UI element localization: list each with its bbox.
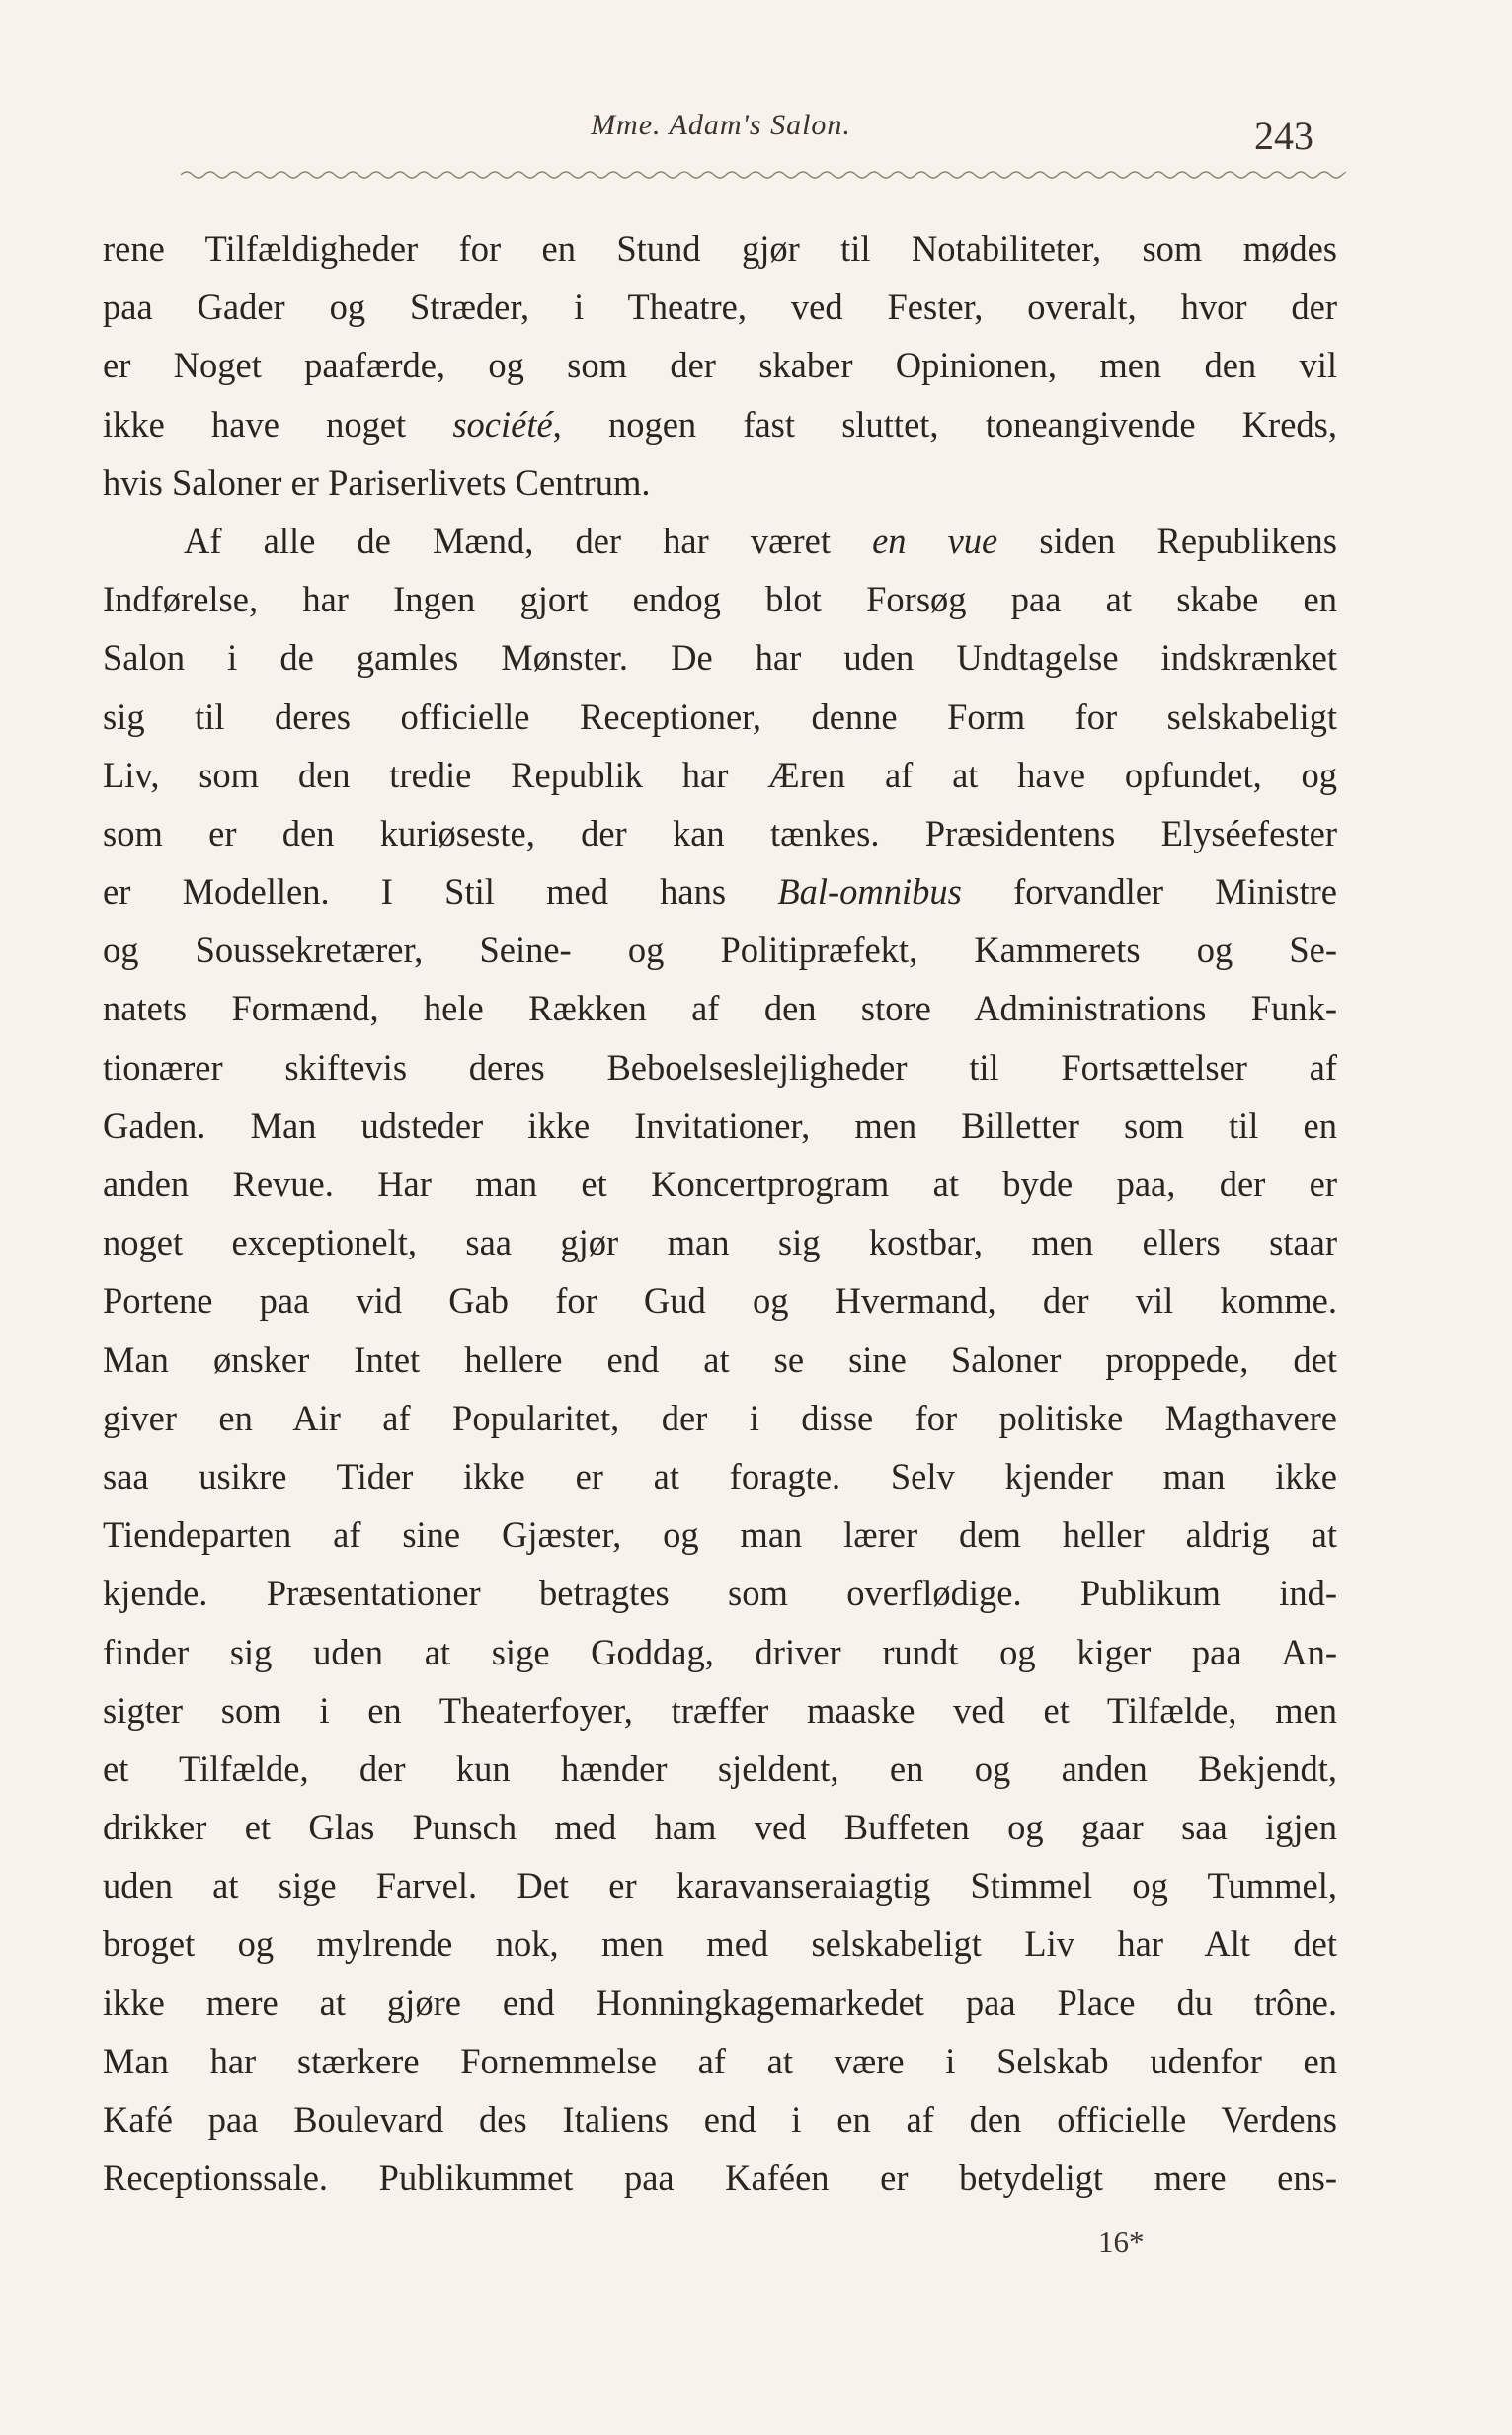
line-text: , nogen fast sluttet, toneangivende Kreds, xyxy=(552,403,1337,445)
italic-phrase: Bal-omnibus xyxy=(777,871,962,913)
text-line xyxy=(103,453,1337,512)
text-line xyxy=(103,1155,1337,1213)
text-line xyxy=(103,628,1337,687)
text-line xyxy=(103,688,1337,746)
line-text: Af alle de Mænd, der har været xyxy=(184,520,873,561)
line-text: som er den kuriøseste, der kan tænkes. Præsidentens Elyséefester xyxy=(103,812,1337,853)
line-text: siden Republikens xyxy=(997,520,1337,561)
text-line xyxy=(103,570,1337,628)
line-text: uden at sige Farvel. Det er karavanseraiagtig Stimmel og Tummel, xyxy=(103,1865,1337,1907)
text-line xyxy=(103,979,1337,1037)
text-line xyxy=(103,1038,1337,1096)
line-text: saa usikre Tider ikke er at foragte. Selv kjender man ikke xyxy=(103,1455,1337,1497)
line-text: tionærer skiftevis deres Beboelseslejligheder til Fortsættelser af xyxy=(103,1046,1337,1088)
text-line xyxy=(103,862,1337,921)
text-line xyxy=(103,1914,1337,1973)
line-text: et Tilfælde, der kun hænder sjeldent, en og anden Bekjendt, xyxy=(103,1747,1337,1789)
text-line xyxy=(103,2090,1337,2149)
italic-phrase: en vue xyxy=(872,520,998,561)
line-text: ikke mere at gjøre end Honningkagemarkedet paa Place du trône. xyxy=(103,1982,1337,2023)
text-line xyxy=(103,1856,1337,1914)
text-line xyxy=(103,1623,1337,1681)
text-line xyxy=(103,921,1337,979)
line-text: sig til deres officielle Receptioner, denne Form for selskabeligt xyxy=(103,695,1337,737)
text-line xyxy=(103,1505,1337,1564)
italic-phrase: société xyxy=(452,403,553,445)
line-text: Indførelse, har Ingen gjort endog blot Forsøg paa at skabe en xyxy=(103,579,1337,620)
text-line xyxy=(103,1681,1337,1740)
text-line xyxy=(103,1974,1337,2032)
line-text: finder sig uden at sige Goddag, driver rundt og kiger paa An- xyxy=(103,1631,1337,1672)
line-text: rene Tilfældigheder for en Stund gjør til Notabiliteter, som mødes xyxy=(103,228,1337,269)
text-line xyxy=(103,2032,1337,2090)
line-text: noget exceptionelt, saa gjør man sig kostbar, men ellers staar xyxy=(103,1222,1337,1263)
line-text: Tiendeparten af sine Gjæster, og man lærer dem heller aldrig at xyxy=(103,1514,1337,1556)
running-title: Mme. Adam's Salon. xyxy=(591,109,851,141)
text-line xyxy=(103,746,1337,804)
line-text: hvis Saloner er Pariserlivets Centrum. xyxy=(103,461,651,503)
line-text: Man ønsker Intet hellere end at se sine Saloner proppede, det xyxy=(103,1339,1337,1380)
running-head xyxy=(0,99,1512,158)
line-text: forvandler Ministre xyxy=(961,871,1337,913)
text-line xyxy=(103,1447,1337,1505)
body-text xyxy=(103,219,1337,2207)
text-line xyxy=(103,1798,1337,1856)
line-text: sigter som i en Theaterfoyer, træffer maaske ved et Tilfælde, men xyxy=(103,1689,1337,1731)
line-text: Kafé paa Boulevard des Italiens end i en af den officielle Verdens xyxy=(103,2099,1337,2140)
line-text: drikker et Glas Punsch med ham ved Buffeten og gaar saa igjen xyxy=(103,1807,1337,1848)
line-text: paa Gader og Stræder, i Theatre, ved Fester, overalt, hvor der xyxy=(103,286,1337,328)
signature-mark: 16* xyxy=(1098,2225,1145,2259)
line-text: Portene paa vid Gab for Gud og Hvermand, der vil komme. xyxy=(103,1280,1337,1322)
text-line xyxy=(103,395,1337,453)
text-line xyxy=(103,1096,1337,1155)
line-text: Man har stærkere Fornemmelse af at være i Selskab udenfor en xyxy=(103,2040,1337,2081)
line-text: er Modellen. I Stil med hans xyxy=(103,871,778,913)
text-line xyxy=(103,1213,1337,1271)
line-text: Gaden. Man udsteder ikke Invitationer, men Billetter som til en xyxy=(103,1104,1337,1146)
line-text: ikke have noget xyxy=(103,403,453,445)
line-text: broget og mylrende nok, men med selskabeligt Liv har Alt det xyxy=(103,1923,1337,1965)
line-text: Salon i de gamles Mønster. De har uden Undtagelse indskrænket xyxy=(103,637,1337,679)
text-line xyxy=(103,512,1337,570)
text-line xyxy=(103,278,1337,336)
text-line xyxy=(103,219,1337,278)
text-line xyxy=(103,804,1337,862)
line-text: Liv, som den tredie Republik har Æren af at have opfundet, og xyxy=(103,754,1337,795)
line-text: og Soussekretærer, Seine- og Politipræfekt, Kammerets og Se- xyxy=(103,930,1337,971)
line-text: kjende. Præsentationer betragtes som overflødige. Publikum ind- xyxy=(103,1573,1337,1614)
line-text: er Noget paafærde, og som der skaber Opinionen, men den vil xyxy=(103,345,1337,386)
text-line xyxy=(103,2149,1337,2207)
line-text: Receptionssale. Publikummet paa Kaféen er betydeligt mere ens- xyxy=(103,2157,1337,2199)
line-text: anden Revue. Har man et Koncertprogram at byde paa, der er xyxy=(103,1164,1337,1204)
text-line xyxy=(103,1740,1337,1798)
line-text: giver en Air af Popularitet, der i disse for politiske Magthavere xyxy=(103,1397,1337,1438)
text-line xyxy=(103,336,1337,394)
text-line xyxy=(103,1564,1337,1622)
ornamental-rule xyxy=(181,168,1346,182)
text-line xyxy=(103,1271,1337,1330)
text-line xyxy=(103,1389,1337,1447)
text-line xyxy=(103,1331,1337,1389)
line-text: natets Formænd, hele Rækken af den store Administrations Funk- xyxy=(103,988,1337,1029)
page-number: 243 xyxy=(1254,114,1313,158)
